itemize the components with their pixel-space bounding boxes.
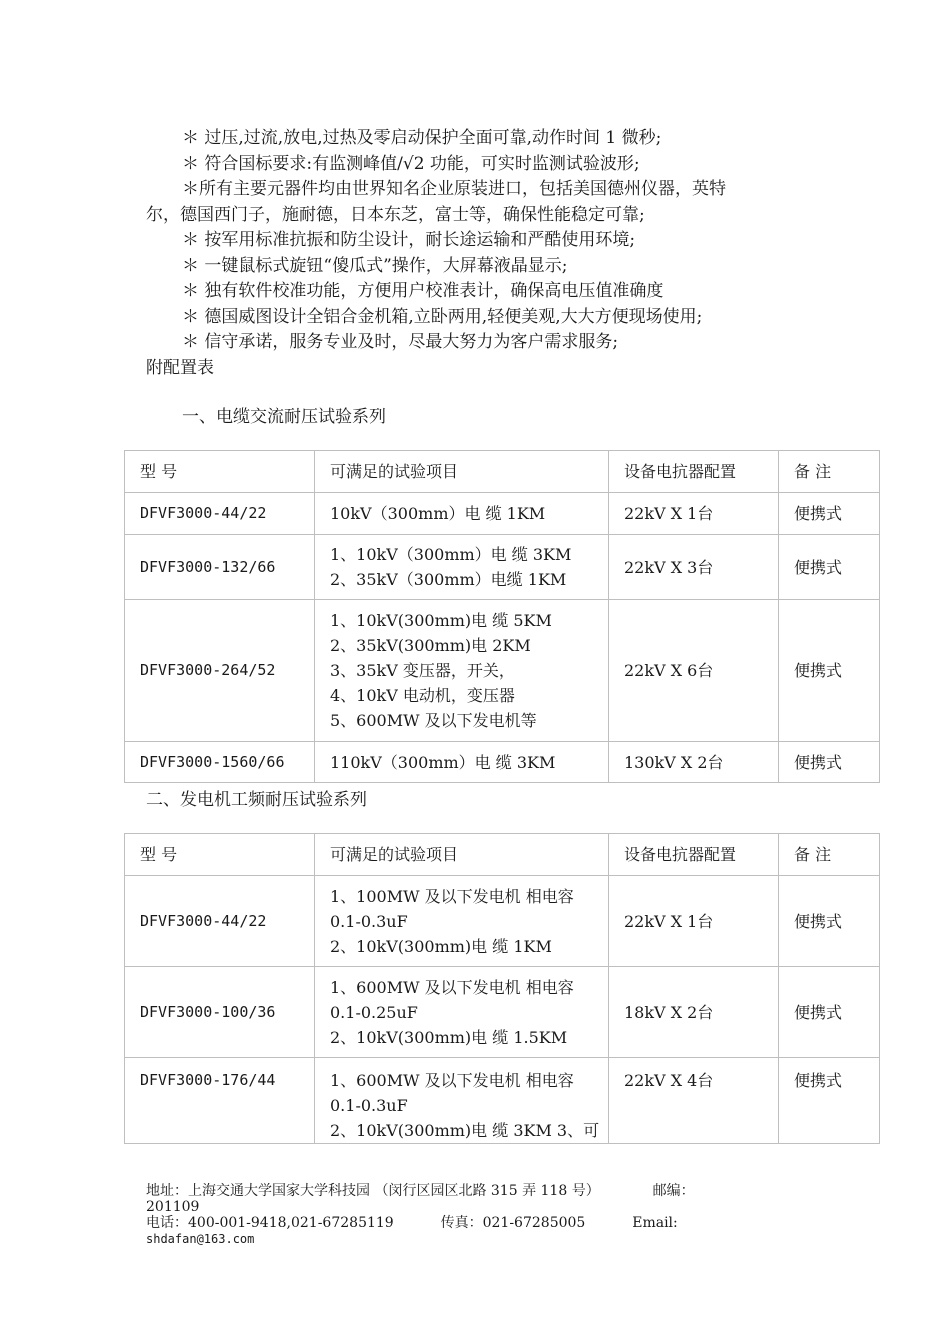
config-cell: 18kV X 2台 [609, 967, 779, 1058]
address: 地址：上海交通大学国家大学科技园 （闵行区园区北路 315 弄 118 号） [146, 1183, 600, 1199]
header-cell: 备 注 [779, 451, 880, 493]
feature-item: ＊ 符合国标要求:有监测峰值/√2 功能，可实时监测试验波形; [182, 153, 640, 174]
item-line: 0.1-0.3uF [330, 1096, 408, 1115]
header-cell: 型 号 [125, 834, 315, 876]
footer-contact-line [146, 1215, 846, 1231]
feature-item: ＊ 过压,过流,放电,过热及零启动保护全面可靠,动作时间 1 微秒; [182, 128, 662, 148]
item-line: 0.1-0.25uF [330, 1002, 418, 1022]
header-cell: 可满足的试验项目 [315, 834, 609, 876]
header-cell: 型 号 [125, 451, 315, 493]
postcode-label: 邮编： [652, 1183, 695, 1199]
config-cell: 22kV X 6台 [609, 600, 779, 742]
note-cell: 便携式 [779, 876, 880, 967]
section-1-title: 一、电缆交流耐压试验系列 [182, 407, 386, 427]
feature-item: ＊ 德国威图设计全铝合金机箱,立卧两用,轻便美观,大大方便现场使用; [182, 306, 703, 327]
model-cell: DFVF3000-100/36 [125, 967, 315, 1058]
model-cell: DFVF3000-264/52 [125, 600, 315, 742]
model-cell: DFVF3000-44/22 [125, 493, 315, 535]
note-cell: 便携式 [779, 742, 880, 783]
item-line: 2、10kV(300mm)电 缆 1KM [330, 936, 552, 956]
email[interactable]: shdafan@163.com [146, 1232, 255, 1246]
section-2-title: 二、发电机工频耐压试验系列 [146, 790, 367, 810]
feature-list [146, 126, 836, 381]
table-row [125, 1058, 880, 1144]
items-cell [315, 876, 609, 967]
item-line: 1、10kV(300mm)电 缆 5KM [330, 611, 552, 630]
note-cell: 便携式 [779, 493, 880, 535]
item-line: 4、10kV 电动机，变压器 [330, 686, 515, 705]
model-cell: DFVF3000-132/66 [125, 535, 315, 600]
feature-item: ＊ 独有软件校准功能，方便用户校准表计，确保高电压值准确度 [182, 281, 664, 301]
note-cell: 便携式 [779, 967, 880, 1058]
fax: 传真：021-67285005 [440, 1215, 586, 1231]
items-cell [315, 535, 609, 600]
email-label: Email: [632, 1215, 678, 1231]
cable-test-table [124, 450, 880, 783]
table-header-row [125, 834, 880, 876]
postcode: 201109 [146, 1199, 200, 1215]
items-cell [315, 1058, 609, 1144]
table-row [125, 876, 880, 967]
item-line: 2、10kV(300mm)电 缆 1.5KM [330, 1027, 568, 1047]
table-row [125, 600, 880, 742]
feature-item: ＊ 信守承诺，服务专业及时，尽最大努力为客户需求服务; [182, 332, 619, 352]
feature-item: ＊所有主要元器件均由世界知名企业原装进口，包括美国德州仪器，英特 [182, 179, 726, 199]
item-line: 2、10kV(300mm)电 缆 3KM 3、可 [330, 1121, 600, 1140]
header-cell: 备 注 [779, 834, 880, 876]
items-cell [315, 600, 609, 742]
model-cell: DFVF3000-176/44 [125, 1058, 315, 1144]
note-cell: 便携式 [779, 535, 880, 600]
item-line: 5、600MW 及以下发电机等 [330, 711, 537, 730]
item-line: 1、600MW 及以下发电机 相电容 [330, 977, 574, 997]
appendix-title: 附配置表 [146, 357, 214, 378]
table-header-row [125, 451, 880, 493]
config-cell: 22kV X 3台 [609, 535, 779, 600]
footer-address-line [146, 1183, 846, 1199]
items-cell [315, 742, 609, 783]
item-line: 1、600MW 及以下发电机 相电容 [330, 1071, 574, 1090]
item-line: 1、100MW 及以下发电机 相电容 [330, 886, 574, 906]
feature-item: ＊ 一键鼠标式旋钮“傻瓜式”操作，大屏幕液晶显示; [182, 255, 568, 276]
config-cell: 22kV X 4台 [609, 1058, 779, 1144]
header-cell: 可满足的试验项目 [315, 451, 609, 493]
feature-item: ＊ 按军用标准抗振和防尘设计，耐长途运输和严酷使用环境; [182, 230, 636, 250]
header-cell: 设备电抗器配置 [609, 451, 779, 493]
item-line: 0.1-0.3uF [330, 911, 408, 931]
item-line: 1、10kV（300mm）电 缆 3KM [330, 545, 572, 564]
table-row [125, 742, 880, 783]
feature-item-continuation: 尔，德国西门子，施耐德，日本东芝，富士等，确保性能稳定可靠; [146, 204, 645, 225]
items-cell [315, 493, 609, 535]
config-cell: 22kV X 1台 [609, 876, 779, 967]
table-row [125, 967, 880, 1058]
footer [146, 1183, 846, 1247]
items-cell [315, 967, 609, 1058]
model-cell: DFVF3000-1560/66 [125, 742, 315, 783]
model-cell: DFVF3000-44/22 [125, 876, 315, 967]
generator-test-table [124, 833, 880, 1144]
config-cell: 22kV X 1台 [609, 493, 779, 535]
table-row [125, 535, 880, 600]
phone: 电话：400-001-9418,021-67285119 [146, 1215, 394, 1231]
item-line: 3、35kV 变压器，开关， [330, 661, 515, 680]
item-line: 2、35kV（300mm）电缆 1KM [330, 570, 567, 589]
item-line: 2、35kV(300mm)电 2KM [330, 636, 531, 655]
note-cell: 便携式 [779, 600, 880, 742]
table-row [125, 493, 880, 535]
item-line: 110kV（300mm）电 缆 3KM [330, 752, 556, 772]
header-cell: 设备电抗器配置 [609, 834, 779, 876]
config-cell: 130kV X 2台 [609, 742, 779, 783]
item-line: 10kV（300mm）电 缆 1KM [330, 504, 546, 523]
note-cell: 便携式 [779, 1058, 880, 1144]
